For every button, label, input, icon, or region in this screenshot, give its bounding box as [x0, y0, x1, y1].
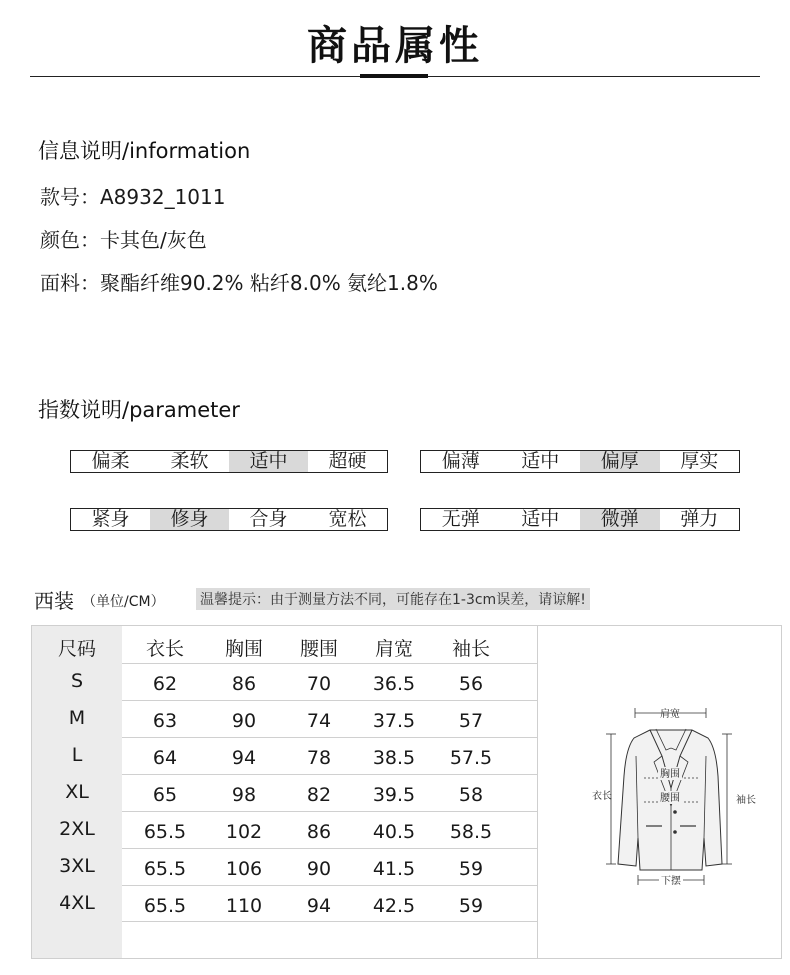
size-cell: 2XL: [59, 818, 95, 840]
parameter-heading: 指数说明/parameter: [38, 398, 240, 422]
info-heading: 信息说明/information: [38, 139, 251, 163]
sleeve-label: 袖长: [736, 795, 756, 806]
row-divider: [122, 885, 537, 886]
table-cell: 70: [306, 673, 332, 695]
table-cell: 36.5: [372, 673, 416, 695]
table-cell: 59: [458, 895, 484, 917]
scale-option: 弹力: [680, 508, 719, 530]
row-divider: [122, 921, 537, 922]
unit-label: （单位/CM）: [82, 594, 165, 610]
suit-label: 西装: [34, 589, 74, 613]
scale-option: 偏柔: [91, 450, 130, 472]
scale-option: 修身: [150, 509, 229, 530]
hem-label: 下摆: [661, 876, 681, 887]
scale-fit: [70, 508, 388, 531]
size-cell: XL: [65, 781, 89, 803]
table-cell: 65.5: [143, 821, 187, 843]
scale-option: 紧身: [91, 508, 130, 530]
measurement-tip: 温馨提示：由于测量方法不同，可能存在1-3cm误差，请谅解!: [196, 588, 590, 610]
size-cell: 4XL: [59, 892, 95, 914]
table-cell: 98: [231, 784, 257, 806]
scale-option: 微弹: [580, 509, 660, 530]
table-cell: 78: [306, 747, 332, 769]
table-header-cell: 衣长: [145, 638, 184, 660]
table-cell: 59: [458, 858, 484, 880]
row-divider: [122, 700, 537, 701]
table-cell: 106: [225, 858, 263, 880]
table-cell: 65: [152, 784, 178, 806]
row-divider: [122, 737, 537, 738]
waist-label: 腰围: [660, 793, 680, 804]
table-cell: 42.5: [372, 895, 416, 917]
style-number: 款号：A8932_1011: [40, 185, 226, 209]
table-header-cell: 尺码: [57, 638, 96, 660]
table-cell: 38.5: [372, 747, 416, 769]
table-cell: 94: [306, 895, 332, 917]
title-divider-accent: [360, 74, 428, 78]
table-cell: 94: [231, 747, 257, 769]
fabric-info: 面料：聚酯纤维90.2% 粘纤8.0% 氨纶1.8%: [40, 271, 438, 295]
table-header-cell: 袖长: [451, 638, 490, 660]
table-cell: 56: [458, 673, 484, 695]
row-divider: [122, 848, 537, 849]
jacket-diagram-panel: [537, 625, 782, 959]
scale-elasticity: [420, 508, 740, 531]
scale-option: 适中: [521, 450, 560, 472]
color-info: 颜色：卡其色/灰色: [40, 228, 207, 252]
scale-softness: [70, 450, 388, 473]
table-cell: 64: [152, 747, 178, 769]
table-cell: 41.5: [372, 858, 416, 880]
table-header-cell: 肩宽: [374, 638, 413, 660]
table-cell: 90: [306, 858, 332, 880]
scale-option: 宽松: [328, 508, 367, 530]
page-title: 商品属性: [307, 23, 483, 69]
table-cell: 62: [152, 673, 178, 695]
table-cell: 86: [231, 673, 257, 695]
row-divider: [122, 774, 537, 775]
size-cell: 3XL: [59, 855, 95, 877]
chest-label: 胸围: [660, 769, 680, 780]
table-cell: 86: [306, 821, 332, 843]
table-cell: 39.5: [372, 784, 416, 806]
jacket-diagram: [538, 626, 781, 958]
table-cell: 58.5: [449, 821, 493, 843]
scale-option: 适中: [521, 508, 560, 530]
table-cell: 102: [225, 821, 263, 843]
size-cell: M: [68, 707, 86, 729]
scale-option: 厚实: [680, 450, 719, 472]
table-cell: 90: [231, 710, 257, 732]
length-label: 衣长: [592, 791, 612, 802]
row-divider: [122, 811, 537, 812]
table-cell: 37.5: [372, 710, 416, 732]
scale-thickness: [420, 450, 740, 473]
table-cell: 40.5: [372, 821, 416, 843]
table-header-cell: 腰围: [299, 638, 338, 660]
shoulder-label: 肩宽: [660, 709, 680, 720]
table-cell: 74: [306, 710, 332, 732]
table-cell: 57: [458, 710, 484, 732]
table-header-cell: 胸围: [224, 638, 263, 660]
size-cell: L: [71, 744, 83, 766]
scale-option: 合身: [249, 508, 288, 530]
table-cell: 65.5: [143, 858, 187, 880]
scale-option: 偏薄: [441, 450, 480, 472]
scale-option: 无弹: [441, 508, 480, 530]
table-cell: 82: [306, 784, 332, 806]
scale-option: 适中: [229, 451, 308, 472]
table-cell: 110: [225, 895, 263, 917]
row-divider: [122, 663, 537, 664]
table-cell: 58: [458, 784, 484, 806]
table-cell: 57.5: [449, 747, 493, 769]
scale-option: 超硬: [328, 450, 367, 472]
table-cell: 63: [152, 710, 178, 732]
table-cell: 65.5: [143, 895, 187, 917]
scale-option: 柔软: [170, 450, 209, 472]
size-cell: S: [70, 670, 84, 692]
scale-option: 偏厚: [580, 451, 660, 472]
